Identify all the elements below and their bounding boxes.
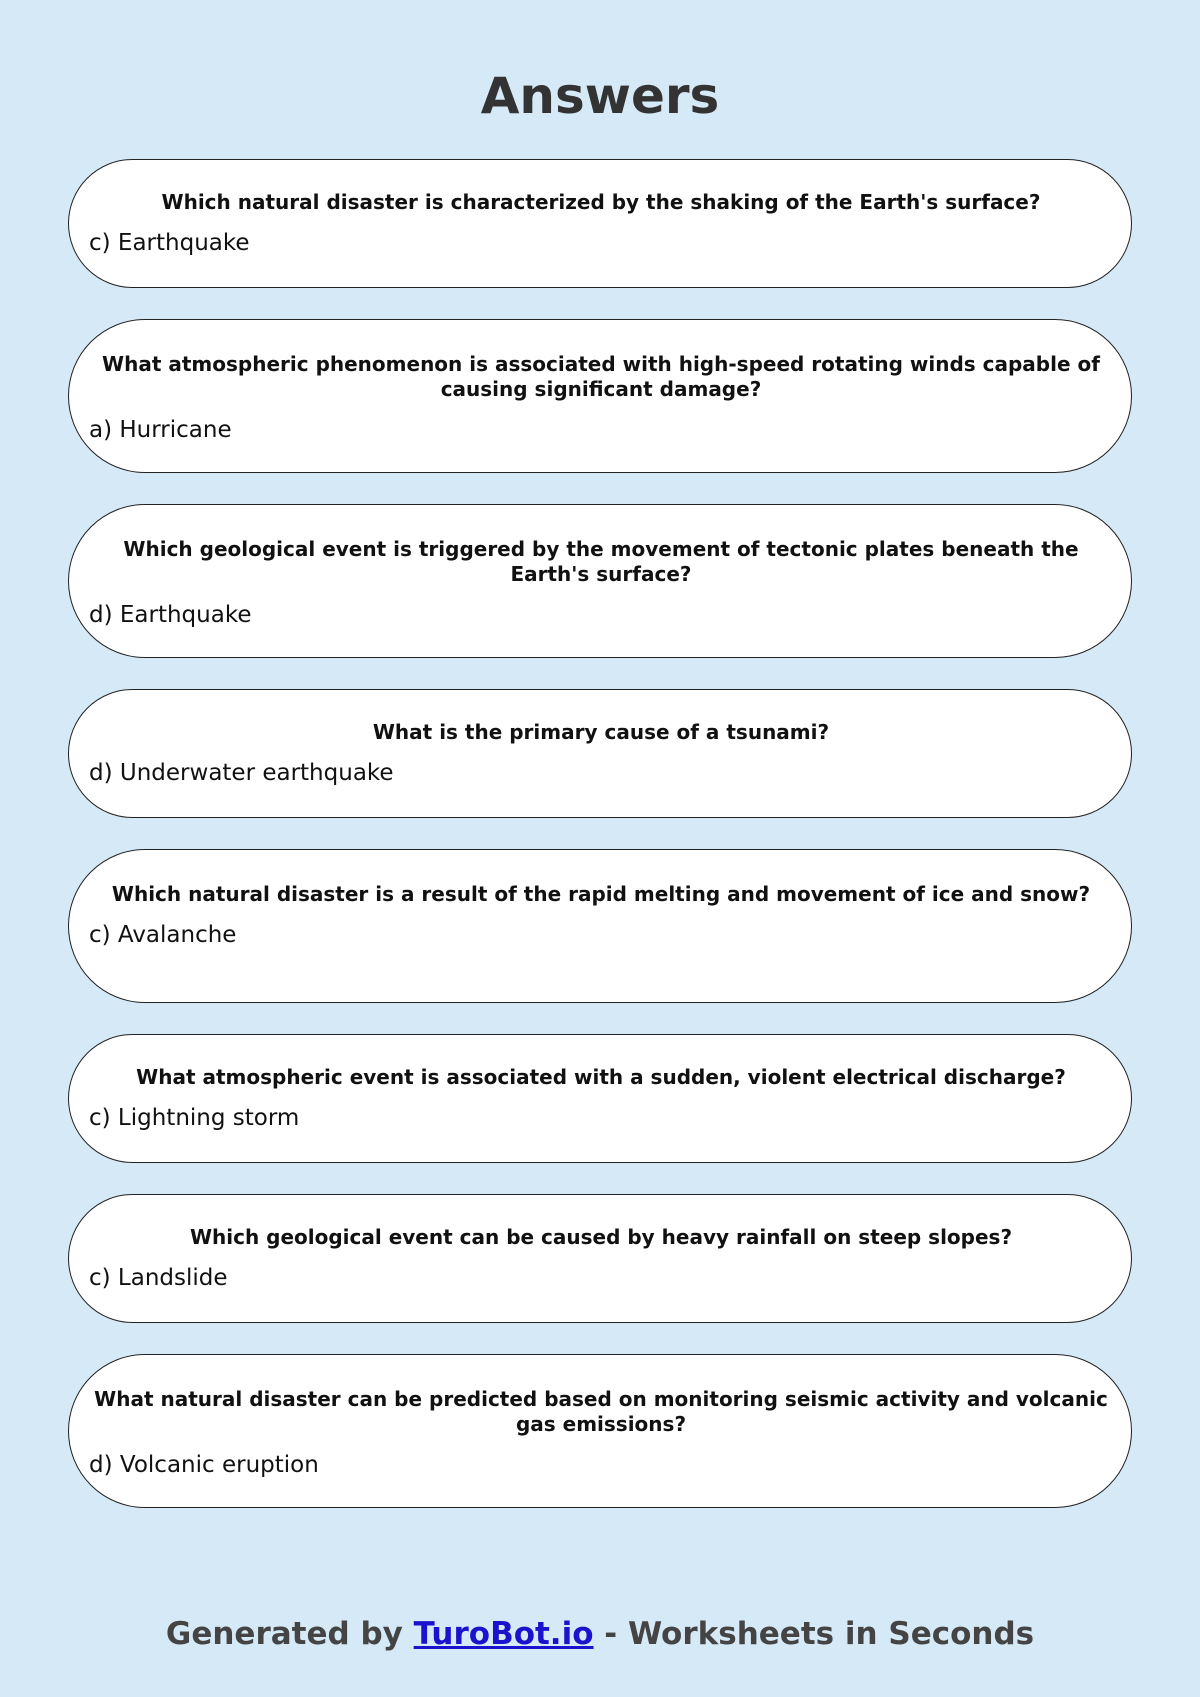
footer-suffix: - Worksheets in Seconds — [593, 1616, 1035, 1652]
answer-text: c) Avalanche — [89, 922, 237, 948]
question-text: What natural disaster can be predicted based on monitoring seismic activity and volcanic gas emissions? — [94, 1387, 1108, 1436]
question-text: Which geological event is triggered by the movement of tectonic plates beneath the Earth's surface? — [123, 537, 1079, 586]
answer-text: c) Earthquake — [89, 230, 250, 256]
answer-text: d) Underwater earthquake — [89, 760, 394, 786]
turobot-link[interactable]: TuroBot.io — [413, 1616, 594, 1652]
answer-list — [68, 159, 1132, 1539]
footer — [0, 1616, 1200, 1653]
answer-text: a) Hurricane — [89, 417, 232, 443]
page-title: Answers — [480, 67, 720, 125]
question-text: What is the primary cause of a tsunami? — [372, 720, 830, 744]
question-text: Which geological event can be caused by heavy rainfall on steep slopes? — [189, 1225, 1013, 1249]
answer-card-8 — [68, 1354, 1132, 1508]
answer-card-2 — [68, 319, 1132, 473]
answer-text: d) Earthquake — [89, 602, 252, 628]
answer-card-6 — [68, 1034, 1132, 1163]
question-text: What atmospheric phenomenon is associated with high-speed rotating winds capable of causing significant damage? — [102, 352, 1100, 401]
answer-card-5 — [68, 849, 1132, 1003]
question-text: Which natural disaster is characterized by the shaking of the Earth's surface? — [161, 190, 1041, 214]
answer-text: d) Volcanic eruption — [89, 1452, 319, 1478]
answer-text: c) Landslide — [89, 1265, 228, 1291]
answer-card-3 — [68, 504, 1132, 658]
footer-prefix: Generated by — [165, 1616, 414, 1652]
answer-text: c) Lightning storm — [89, 1105, 300, 1131]
answer-card-4 — [68, 689, 1132, 818]
question-text: Which natural disaster is a result of the rapid melting and movement of ice and snow? — [111, 882, 1091, 906]
question-text: What atmospheric event is associated with a sudden, violent electrical discharge? — [136, 1065, 1066, 1089]
answer-card-1 — [68, 159, 1132, 288]
answer-card-7 — [68, 1194, 1132, 1323]
